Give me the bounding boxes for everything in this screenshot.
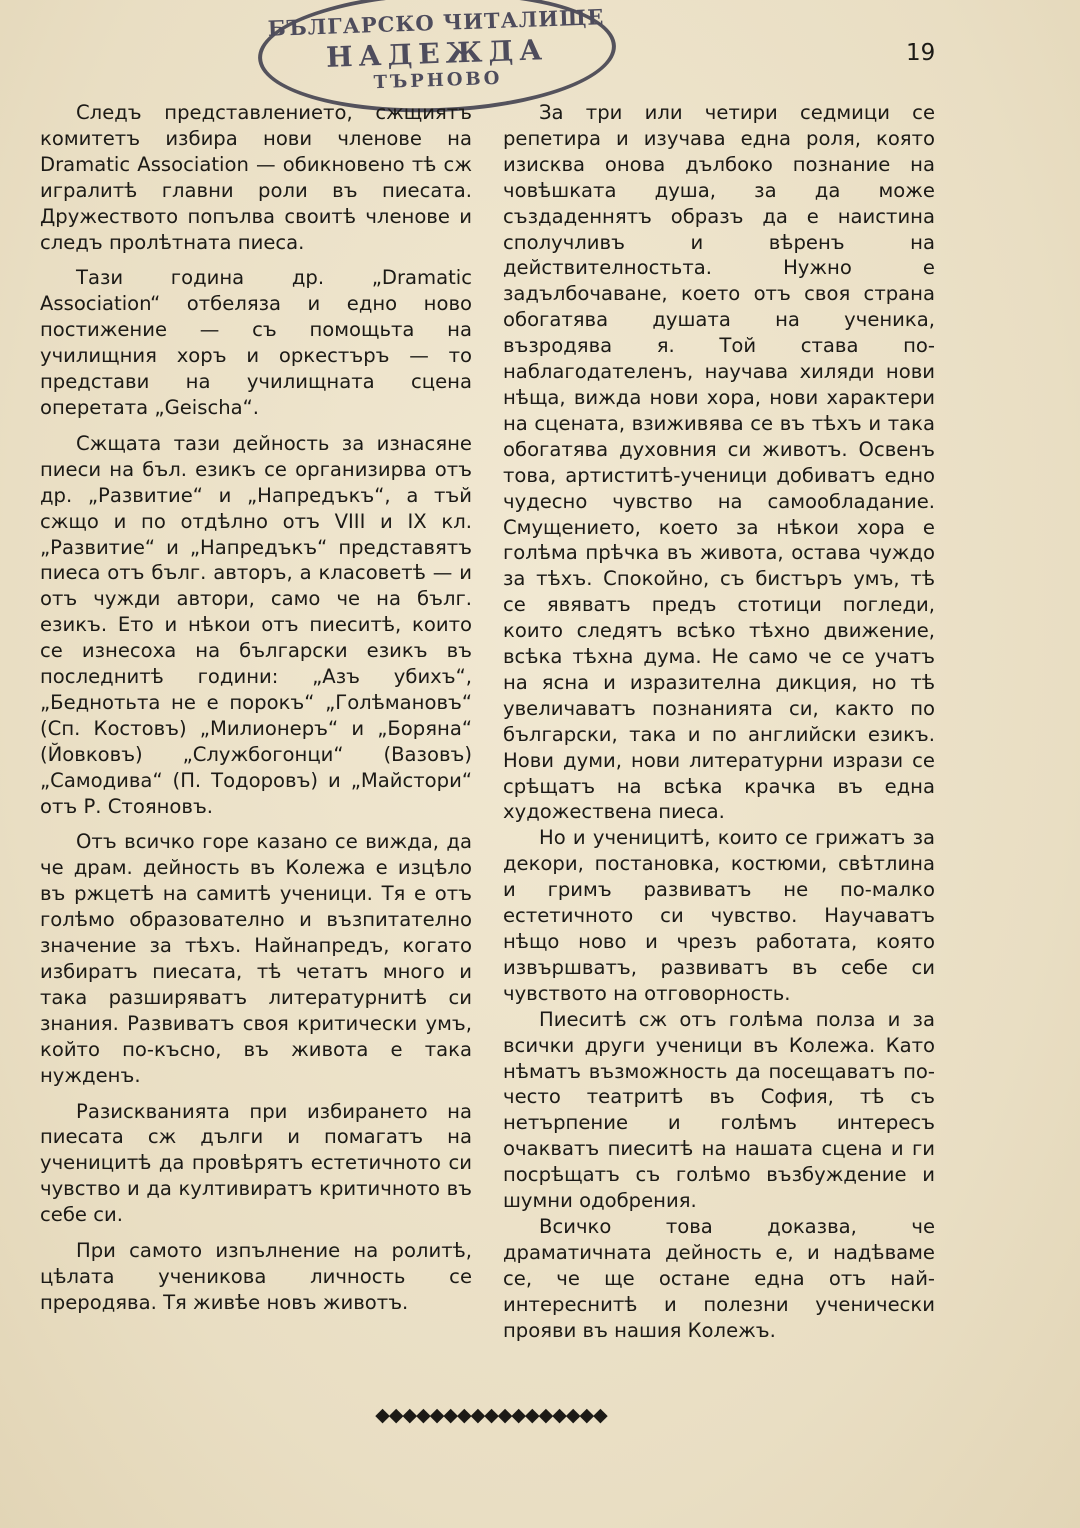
- paragraph: Всичко това доказва, че драматичната дейность е, и надѣваме се, че ще остане една отъ най-интереснитѣ и полезни ученически прояви въ нашия Колежъ.: [503, 1214, 935, 1342]
- paragraph: Пиеситѣ сж отъ голѣма полза и за всички други ученици въ Колежа. Като нѣматъ възможность да посещаватъ по-често театритѣ въ София, тѣ съ нетърпение и голѣмъ интересъ очакватъ пиеситѣ на нашата сцена и ги посрѣщатъ съ голѣмо възбуждение и шумни одобрения.: [503, 1007, 935, 1213]
- paragraph: За три или четири седмици се репетира и изучава една роля, която изисква онова дълбоко познание на човѣшката душа, за да може създаденнятъ образъ да е наистина сполучливъ и вѣренъ на действителностьта. Нужно е задълбочаване, което отъ своя страна обогатява душата на ученика, възродява я. Той става по-наблагодателенъ, научава хиляди нови нѣща, вижда нови хора, нови характери на сцената, взиживява се въ тѣхъ и така обогатява духовния си животъ. Освенъ това, артиститѣ-ученици добиватъ едно чудесно чувство на самообладание. Смущението, което за нѣкои хора е голѣма прѣчка въ живота, остава чуждо за тѣхъ. Спокойно, съ бистъръ умъ, тѣ се явяватъ предъ стотици погледи, които следятъ всѣко тѣхно движение, всѣка тѣхна дума. Не само че се учатъ на ясна и изразителна дикция, но тѣ увеличаватъ познанията си, както по български, така и по английски езикъ. Нови думи, нови литературни изрази се срѣщатъ на всѣка крачка въ една художествена пиеса.: [503, 101, 935, 824]
- ornament-divider: ◆◆◆◆◆◆◆◆◆◆◆◆◆◆◆◆◆: [375, 1404, 607, 1426]
- paragraph: Отъ всичко горе казано се вижда, да че драм. дейность въ Колежа е изцѣло въ ржцетѣ на самитѣ ученици. Тя е отъ голѣмо образователно и възпитателно значение за тѣхъ. Найнапредъ, когато избиратъ пиесата, тѣ четатъ много и така разширяватъ литературнитѣ си знания. Развиватъ своя критически умъ, който по-късно, въ живота е така нужденъ.: [40, 830, 472, 1087]
- page-number: 19: [906, 40, 936, 66]
- paragraph: При самото изпълнение на ролитѣ, цѣлата ученикова личность се преродява. Тя живѣе новъ животъ.: [40, 1239, 472, 1314]
- paragraph: Тази година др. „Dramatic Association“ отбеляза и едно ново постижение — съ помощьта на училищния хоръ и оркестъръ — то представи на училищната сцена оперетата „Geischa“.: [40, 266, 472, 419]
- paragraph: Но и ученицитѣ, които се грижатъ за декори, постановка, костюми, свѣтлина и гримъ развиватъ не по-малко естетичното си чувство. Научаватъ нѣщо ново и чрезъ работата, която извършватъ, развиватъ въ себе си чувството на отговорность.: [503, 826, 935, 1005]
- right-column: [503, 100, 935, 1344]
- paragraph: Следъ представлението, сжщиятъ комитетъ избира нови членове на Dramatic Association — обикновено тѣ сж игралитѣ главни роли въ пиесата. Дружеството попълва своитѣ членове и следъ пролѣтната пиеса.: [40, 101, 472, 254]
- stamp-line-2: НАДЕЖДА: [325, 33, 549, 74]
- paragraph: Разискванията при избирането на пиесата сж дълги и помагатъ на ученицитѣ да провѣрятъ естетичното си чувство и да култивиратъ критичното въ себе си.: [40, 1099, 472, 1227]
- stamp-line-1: БЪЛГАРСКО ЧИТАЛИЩЕ: [267, 4, 605, 41]
- paragraph: Сжщата тази дейность за изнасяне пиеси на бъл. езикъ се организирва отъ др. „Развитие“ и „Напредъкъ“, а тъй сжщо и по отдѣлно отъ VIII и IX кл. „Развитие“ и „Напредъкъ“ представятъ пиеса отъ бълг. авторъ, а класоветѣ — и отъ чужди автори, само че на бълг. езикъ. Ето и нѣкои отъ пиеситѣ, които се изнесоха на български езикъ въ последнитѣ години: „Азъ убихъ“, „Беднотьта не е порокъ“ „Голѣмановъ“ (Сп. Костовъ) „Милионеръ“ и „Боряна“ (Йовковъ) „Службогонци“ (Вазовъ) „Самодива“ (П. Тодоровъ) и „Майстори“ отъ Р. Стояновъ.: [40, 431, 472, 818]
- left-column: [40, 100, 472, 1326]
- stamp-line-3: ТЪРНОВО: [373, 67, 503, 94]
